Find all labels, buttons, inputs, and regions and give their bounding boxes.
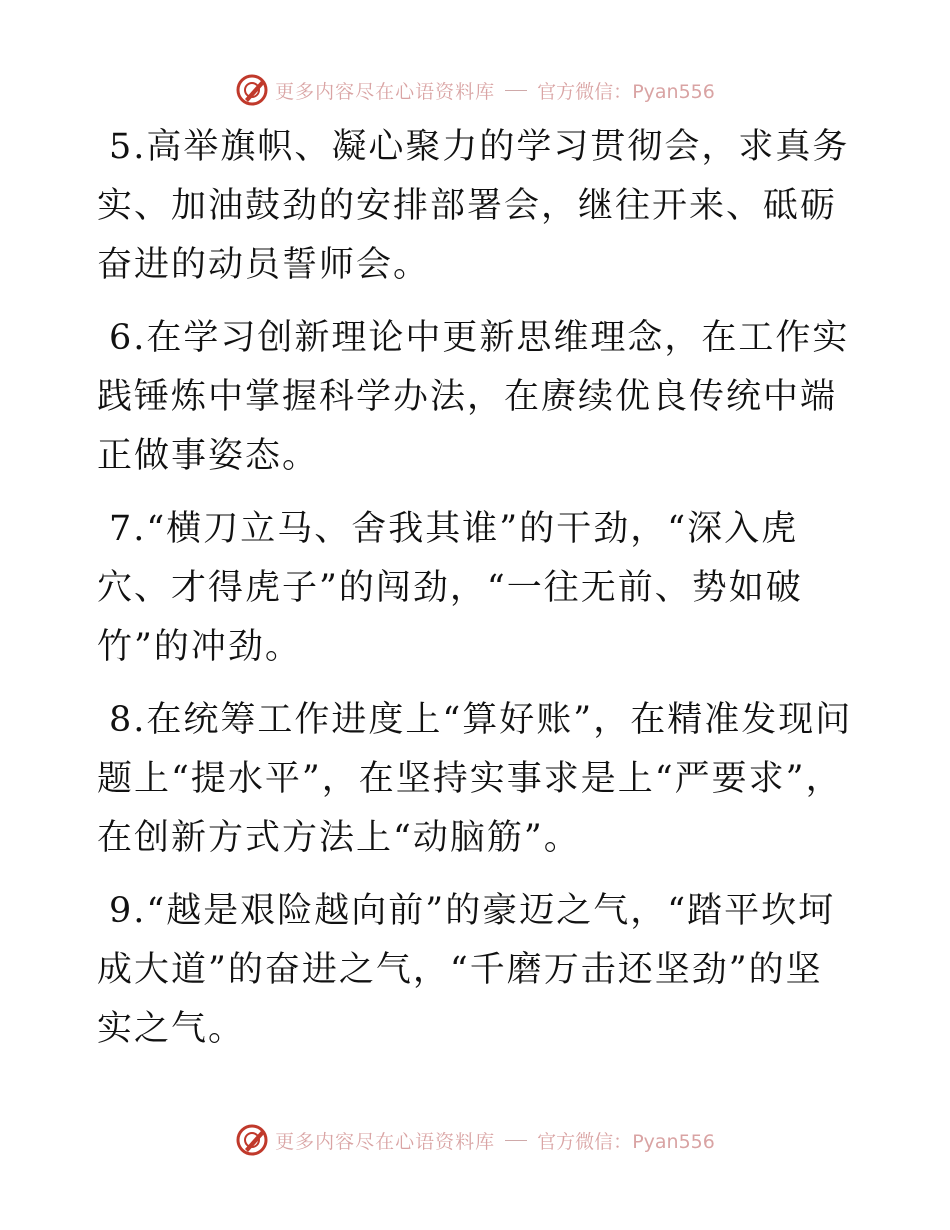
- item-text: “横刀立马、舍我其谁”的干劲，“深入虎穴、才得虎子”的闯劲，“一往无前、势如破竹”的冲劲。: [97, 509, 803, 667]
- item-text: “越是艰险越向前”的豪迈之气，“踏平坎坷成大道”的奋进之气，“千磨万击还坚劲”的坚实之气。: [97, 891, 836, 1049]
- list-item-5: [97, 118, 857, 295]
- list-item-9: [97, 882, 857, 1059]
- list-item-8: [97, 691, 857, 868]
- header-wechat: [537, 77, 715, 104]
- header-banner-text: 更多内容尽在心语资料库: [275, 80, 496, 103]
- header-wechat-label: 官方微信：: [537, 80, 633, 103]
- item-text: 高举旗帜、凝心聚力的学习贯彻会，求真务实、加油鼓劲的安排部署会，继往开来、砥砺奋进的动员誓师会。: [97, 127, 850, 285]
- footer-banner-separator: [505, 1140, 527, 1141]
- item-number: 6.: [109, 318, 147, 358]
- footer-wechat-label: 官方微信：: [537, 1130, 633, 1153]
- footer-banner: [0, 1120, 950, 1160]
- list-item-6: [97, 309, 857, 486]
- item-number: 7.: [109, 509, 147, 549]
- item-text: 在学习创新理论中更新思维理念，在工作实践锤炼中掌握科学办法，在赓续优良传统中端正做事姿态。: [97, 318, 850, 476]
- item-number: 9.: [109, 891, 147, 931]
- item-text: 在统筹工作进度上“算好账”，在精准发现问题上“提水平”，在坚持实事求是上“严要求”，在创新方式方法上“动脑筋”。: [97, 700, 853, 858]
- header-wechat-id: Pyan556: [632, 80, 715, 103]
- logo-icon: [235, 73, 269, 107]
- item-number: 8.: [109, 700, 147, 740]
- footer-banner-text: 更多内容尽在心语资料库: [275, 1130, 496, 1153]
- item-number: 5.: [109, 127, 147, 167]
- list-item-7: [97, 500, 857, 677]
- header-banner: [0, 70, 950, 110]
- footer-wechat: [537, 1127, 715, 1154]
- document-body: [97, 118, 857, 1073]
- header-banner-separator: [505, 90, 527, 91]
- footer-wechat-id: Pyan556: [632, 1130, 715, 1153]
- logo-icon: [235, 1123, 269, 1157]
